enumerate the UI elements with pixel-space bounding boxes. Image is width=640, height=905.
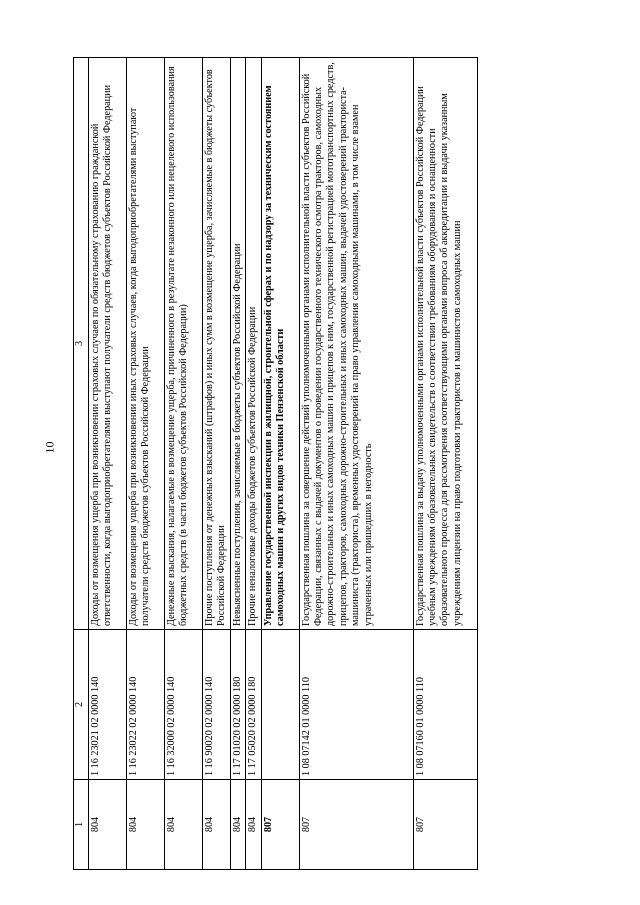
revenue-code-cell: 1 16 23021 02 0000 140 — [89, 630, 127, 780]
revenue-code-cell: 1 08 07160 01 0000 110 — [413, 630, 477, 780]
column-header-1: 1 — [74, 780, 89, 870]
table-row — [261, 58, 299, 870]
admin-code-cell: 804 — [165, 780, 203, 870]
description-cell: Невыясненные поступления, зачисляемые в бюджеты субъектов Российской Федерации — [230, 58, 245, 630]
table-row — [230, 58, 245, 870]
revenue-code-cell: 1 16 32000 02 0000 140 — [165, 630, 203, 780]
description-cell: Государственная пошлина за совершение действий уполномоченными органами исполнительной власти субъектов Российской Федерации, связанных с выдачей документов о проведении государственного технического осмотра тракторов, самоходных дорожно-строительных и иных самоходных машин и прицепов к ним, государственной регистрацией мототранспортных средств, прицепов, тракторов, самоходных дорожно-строительных и иных самоходных машин, выдачей удостоверений тракториста-машиниста (тракториста), временных удостоверений на право управления самоходными машинами, в том числе взамен утраченных или пришедших в негодность — [299, 58, 413, 630]
table-header-row — [74, 58, 89, 870]
table-row — [165, 58, 203, 870]
table-row — [299, 58, 413, 870]
revenue-code-cell: 1 17 05020 02 0000 180 — [246, 630, 261, 780]
admin-code-cell: 804 — [230, 780, 245, 870]
column-header-3: 3 — [74, 58, 89, 630]
table-row — [413, 58, 477, 870]
description-cell: Денежные взыскания, налагаемые в возмещение ущерба, причиненного в результате незаконного или нецелевого использования бюджетных средств (в части бюджетов субъектов Российской Федерации) — [165, 58, 203, 630]
admin-code-cell: 807 — [261, 780, 299, 870]
description-cell: Государственная пошлина за выдачу уполномоченными органами исполнительной власти субъектов Российской Федерации учебным учреждениям образовательных свидетельств о соответствии требованиям оборудования и оснащенности образовательного процесса для рассмотрения соответствующими органами вопроса об аккредитации и выдачи указанным учреждениям лицензии на право подготовки трактористов и машинистов самоходных машин — [413, 58, 477, 630]
admin-code-cell: 807 — [299, 780, 413, 870]
revenue-code-cell: 1 16 90020 02 0000 140 — [203, 630, 231, 780]
revenue-code-cell — [261, 630, 299, 780]
description-cell: Доходы от возмещения ущерба при возникновении страховых случаев по обязательному страхованию гражданской ответственности, когда выгодоприобретателями выступают получатели средств бюджетов субъектов Российской Федерации — [89, 58, 127, 630]
admin-code-cell: 804 — [89, 780, 127, 870]
column-header-2: 2 — [74, 630, 89, 780]
description-cell: Доходы от возмещения ущерба при возникновении иных страховых случаев, когда выгодоприобретателями выступают получатели средств бюджетов субъектов Российской Федерации — [127, 58, 165, 630]
table-row — [89, 58, 127, 870]
admin-code-cell: 807 — [413, 780, 477, 870]
revenue-code-cell: 1 08 07142 01 0000 110 — [299, 630, 413, 780]
page-number: 10 — [42, 441, 57, 454]
revenue-code-cell: 1 17 01020 02 0000 180 — [230, 630, 245, 780]
table-row — [203, 58, 231, 870]
admin-code-cell: 804 — [203, 780, 231, 870]
description-cell: Прочие неналоговые доходы бюджетов субъектов Российской Федерации — [246, 58, 261, 630]
table-row — [246, 58, 261, 870]
description-cell: Управление государственной инспекции в жилищной, строительной сферах и по надзору за техническим состоянием самоходных машин и других видов техники Пензенской области — [261, 58, 299, 630]
admin-code-cell: 804 — [127, 780, 165, 870]
revenue-code-cell: 1 16 23022 02 0000 140 — [127, 630, 165, 780]
admin-code-cell: 804 — [246, 780, 261, 870]
description-cell: Прочие поступления от денежных взысканий (штрафов) и иных сумм в возмещение ущерба, зачисляемые в бюджеты субъектов Российской Федерации — [203, 58, 231, 630]
rotated-table-area — [73, 58, 547, 870]
revenue-codes-table — [73, 57, 478, 870]
table-row — [127, 58, 165, 870]
